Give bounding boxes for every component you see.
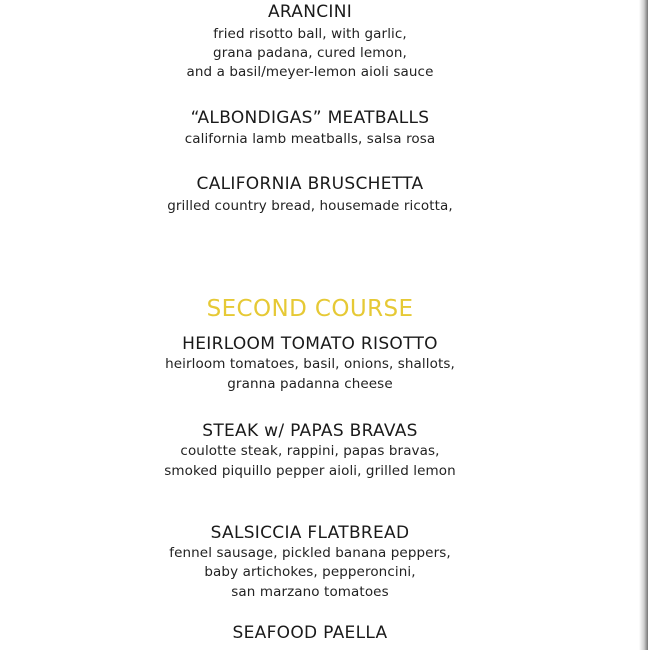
menu-item-title: ARANCINI: [267, 2, 353, 22]
menu-item-description: fennel sausage, pickled banana peppers,: [169, 545, 451, 561]
course-heading: SECOND COURSE: [206, 296, 414, 322]
menu-item-description: and a basil/meyer-lemon aioli sauce: [186, 64, 434, 80]
menu-item-description: fried risotto ball, with garlic,: [213, 26, 407, 42]
menu-item-description: coulotte steak, rappini, papas bravas,: [180, 443, 440, 459]
menu-item-title: “ALBONDIGAS” MEATBALLS: [190, 108, 430, 128]
menu-item-description: san marzano tomatoes: [231, 584, 389, 600]
menu-item-title: SALSICCIA FLATBREAD: [210, 523, 410, 543]
menu-item-title: SEAFOOD PAELLA: [232, 623, 388, 643]
menu-item-description: california lamb meatballs, salsa rosa: [184, 131, 436, 147]
menu-item-title: STEAK w/ PAPAS BRAVAS: [202, 421, 418, 441]
menu-item-description: granna padanna cheese: [227, 376, 393, 392]
menu-item-description: smoked piquillo pepper aioli, grilled lemon: [164, 463, 456, 479]
page-edge-shadow: [639, 0, 648, 650]
menu-item-title: HEIRLOOM TOMATO RISOTTO: [182, 334, 438, 354]
menu-item-description: baby artichokes, pepperoncini,: [204, 564, 416, 580]
menu-item-description: grilled country bread, housemade ricotta,: [167, 198, 453, 214]
menu-item-description: heirloom tomatoes, basil, onions, shallots,: [165, 356, 455, 372]
menu-item-description: grana padana, cured lemon,: [213, 45, 407, 61]
menu-item-title: CALIFORNIA BRUSCHETTA: [196, 174, 424, 194]
